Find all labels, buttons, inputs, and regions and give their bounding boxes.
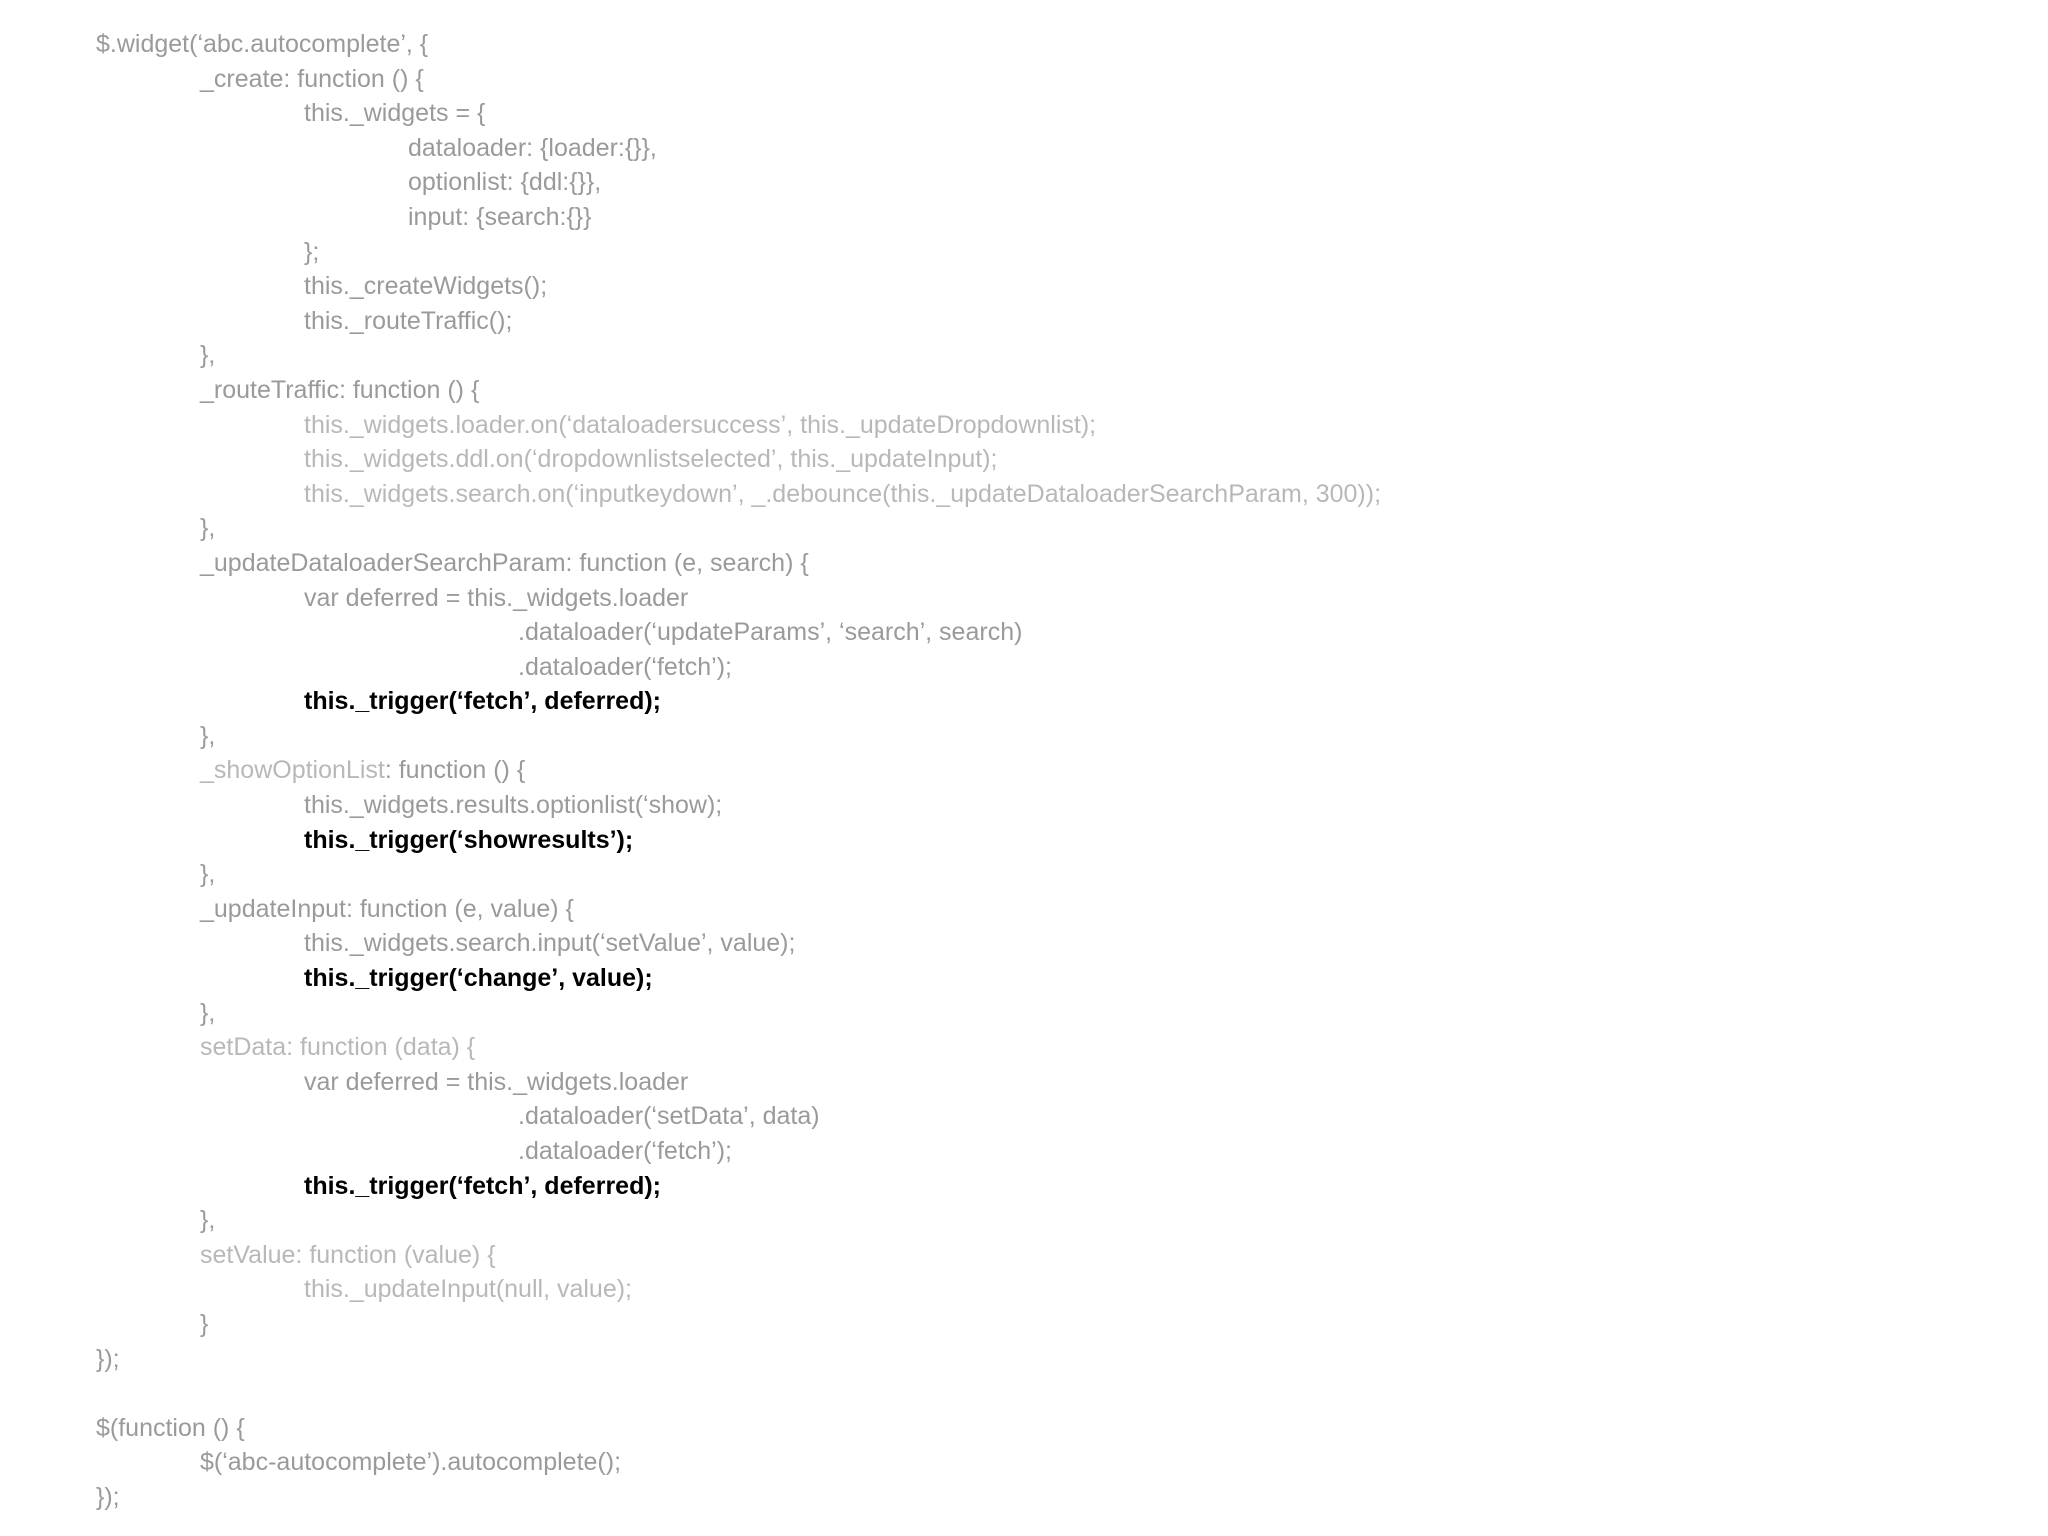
code-text: this._widgets.search.on(‘inputkeydown’, _.debounce(this._updateDataloaderSearchParam, 300)); bbox=[304, 479, 1382, 508]
code-text: _create: function () { bbox=[200, 64, 424, 93]
code-text: }, bbox=[200, 860, 216, 889]
code-line bbox=[0, 788, 2048, 823]
code-line bbox=[0, 62, 2048, 97]
code-line bbox=[0, 1480, 2048, 1515]
code-line bbox=[0, 1030, 2048, 1065]
code-text: _updateInput: function (e, value) { bbox=[200, 894, 574, 923]
code-text: var deferred = this._widgets.loader bbox=[304, 1067, 689, 1096]
code-line bbox=[0, 823, 2048, 858]
code-line bbox=[0, 1099, 2048, 1134]
code-text: this._routeTraffic(); bbox=[304, 306, 513, 335]
code-text: $.widget(‘abc.autocomplete’, { bbox=[96, 30, 429, 58]
code-text: $(function () { bbox=[96, 1413, 245, 1442]
code-line bbox=[0, 546, 2048, 581]
code-text: optionlist: {ddl:{}}, bbox=[408, 168, 602, 197]
code-line bbox=[0, 1342, 2048, 1377]
code-line bbox=[0, 511, 2048, 546]
code-line bbox=[0, 442, 2048, 477]
code-text: } bbox=[200, 1309, 209, 1338]
code-text: }, bbox=[200, 514, 216, 543]
code-text: _showOptionList bbox=[200, 756, 385, 785]
code-line bbox=[0, 1445, 2048, 1480]
code-line bbox=[0, 650, 2048, 685]
code-text: }); bbox=[96, 1344, 120, 1373]
code-text: var deferred = this._widgets.loader bbox=[304, 583, 689, 612]
code-text: }, bbox=[200, 998, 216, 1027]
code-line bbox=[0, 1411, 2048, 1446]
code-line bbox=[0, 1134, 2048, 1169]
code-text: .dataloader(‘updateParams’, ‘search’, search) bbox=[518, 618, 1023, 647]
code-line bbox=[0, 165, 2048, 200]
code-text: }); bbox=[96, 1482, 120, 1511]
code-line bbox=[0, 961, 2048, 996]
code-line bbox=[0, 719, 2048, 754]
code-text-highlighted: this._trigger(‘fetch’, deferred); bbox=[304, 687, 661, 716]
code-line bbox=[0, 1169, 2048, 1204]
code-line bbox=[0, 1238, 2048, 1273]
code-line bbox=[0, 408, 2048, 443]
code-line bbox=[0, 1272, 2048, 1307]
code-line bbox=[0, 131, 2048, 166]
code-text: }; bbox=[304, 237, 320, 266]
code-text: }, bbox=[200, 341, 216, 370]
code-text: this._updateInput(null, value); bbox=[304, 1275, 632, 1304]
code-text: }, bbox=[200, 1206, 216, 1235]
code-line bbox=[0, 235, 2048, 270]
code-line bbox=[0, 892, 2048, 927]
code-line bbox=[0, 753, 2048, 788]
code-line bbox=[0, 926, 2048, 961]
code-line bbox=[0, 857, 2048, 892]
code-text-highlighted: this._trigger(‘change’, value); bbox=[304, 964, 653, 993]
code-line bbox=[0, 27, 2048, 62]
code-line bbox=[0, 581, 2048, 616]
code-line bbox=[0, 477, 2048, 512]
code-line bbox=[0, 1376, 2048, 1411]
code-text: this._widgets.ddl.on(‘dropdownlistselected’, this._updateInput); bbox=[304, 445, 998, 474]
code-line bbox=[0, 269, 2048, 304]
code-text: setValue: function (value) { bbox=[200, 1240, 496, 1269]
code-text-highlighted: this._trigger(‘fetch’, deferred); bbox=[304, 1171, 661, 1200]
code-text: this._widgets.search.input(‘setValue’, value); bbox=[304, 929, 796, 958]
code-line bbox=[0, 200, 2048, 235]
code-line bbox=[0, 1065, 2048, 1100]
code-line bbox=[0, 684, 2048, 719]
code-text: dataloader: {loader:{}}, bbox=[408, 133, 657, 162]
code-text: _updateDataloaderSearchParam: function (e, search) { bbox=[200, 548, 809, 577]
code-line bbox=[0, 615, 2048, 650]
code-text: .dataloader(‘setData’, data) bbox=[518, 1102, 820, 1131]
code-text: .dataloader(‘fetch’); bbox=[518, 652, 733, 681]
code-text: this._widgets.results.optionlist(‘show); bbox=[304, 791, 723, 820]
code-text: $(‘abc-autocomplete’).autocomplete(); bbox=[200, 1448, 622, 1477]
code-text: }, bbox=[200, 721, 216, 750]
code-line bbox=[0, 1203, 2048, 1238]
code-line bbox=[0, 338, 2048, 373]
code-text: .dataloader(‘fetch’); bbox=[518, 1137, 733, 1165]
code-line bbox=[0, 1307, 2048, 1342]
code-text: this._widgets.loader.on(‘dataloadersuccess’, this._updateDropdownlist); bbox=[304, 410, 1097, 439]
code-line bbox=[0, 996, 2048, 1031]
code-text: this._createWidgets(); bbox=[304, 272, 548, 301]
code-text: _routeTraffic: function () { bbox=[200, 375, 480, 404]
code-line bbox=[0, 373, 2048, 408]
code-text: input: {search:{}} bbox=[408, 202, 592, 231]
code-line bbox=[0, 304, 2048, 339]
code-text-highlighted: this._trigger(‘showresults’); bbox=[304, 825, 634, 854]
code-line bbox=[0, 96, 2048, 131]
code-text: : function () { bbox=[384, 756, 526, 785]
code-text: this._widgets = { bbox=[304, 99, 486, 128]
code-text: setData: function (data) { bbox=[200, 1033, 476, 1062]
code-listing bbox=[0, 27, 2048, 1515]
